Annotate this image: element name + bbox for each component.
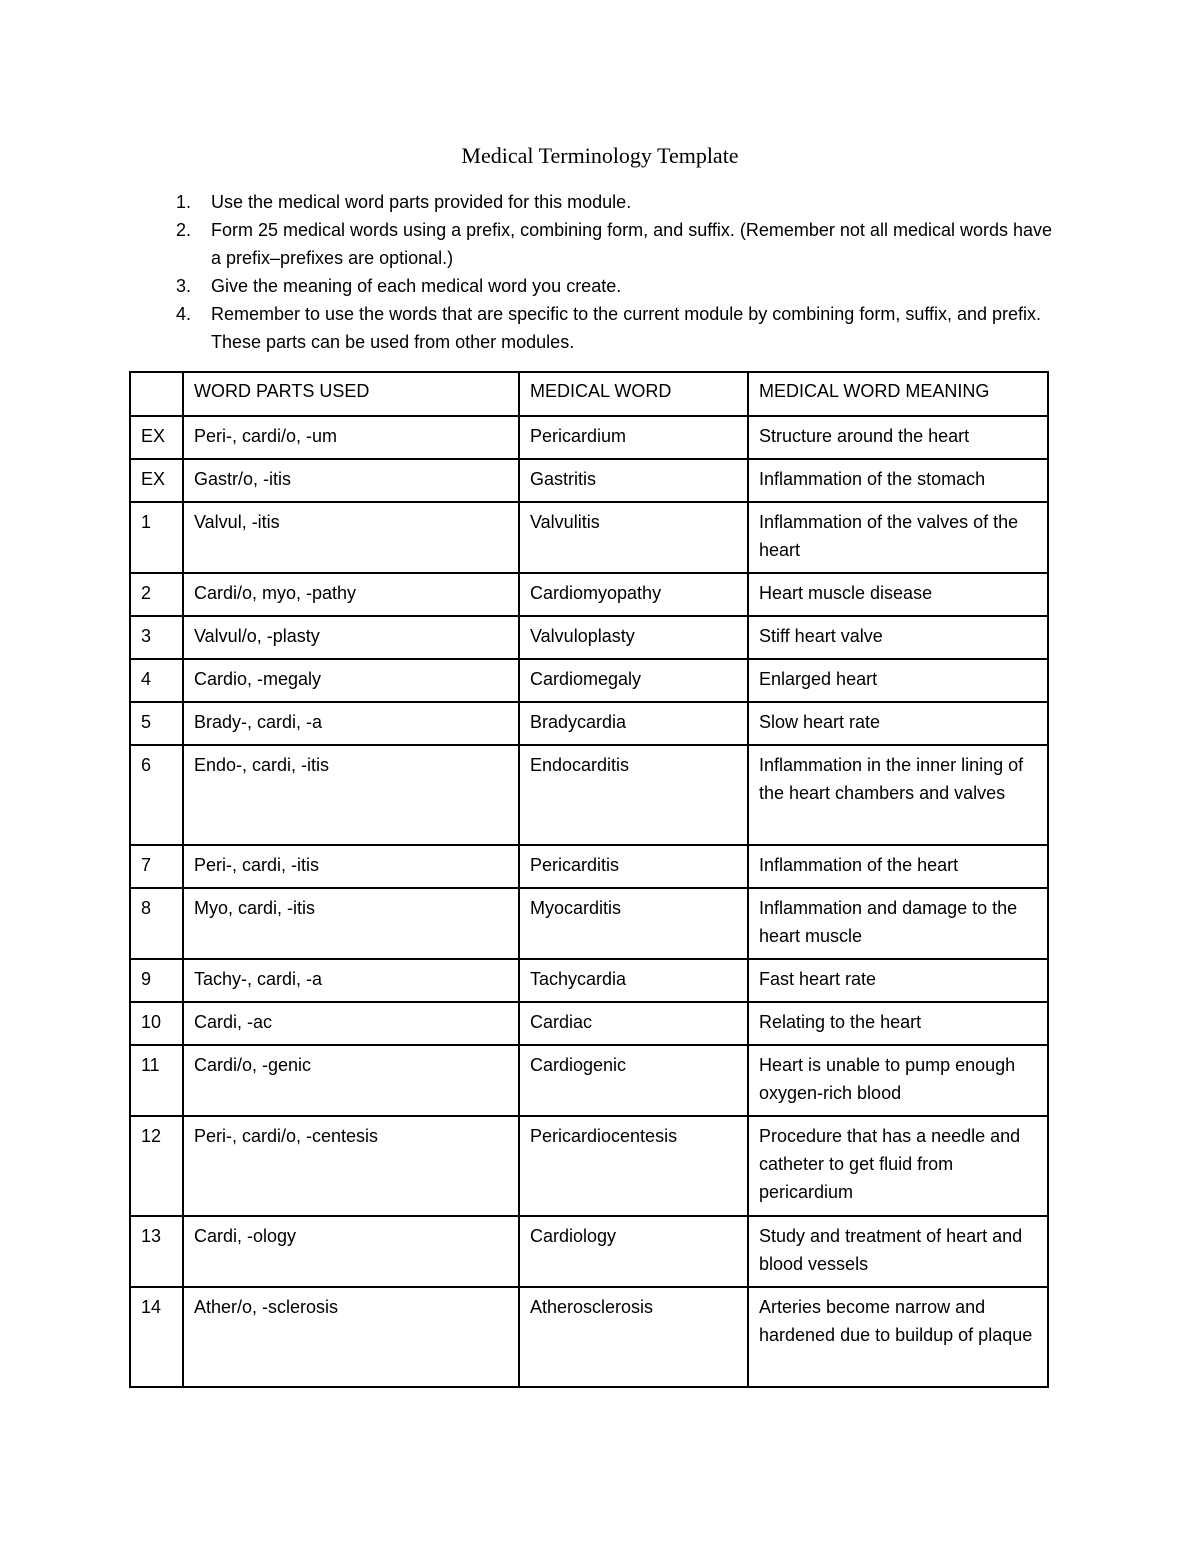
word-parts-cell: Peri-, cardi, -itis [183, 845, 519, 888]
medical-word-cell: Gastritis [519, 459, 748, 502]
instruction-number: 2. [176, 220, 192, 240]
instructions-list [176, 188, 1056, 356]
row-number-cell: 7 [130, 845, 183, 888]
table-row [130, 1216, 1048, 1287]
page-title: Medical Terminology Template [461, 143, 739, 168]
word-parts-cell: Tachy-, cardi, -a [183, 959, 519, 1002]
meaning-cell: Inflammation and damage to the heart muscle [748, 888, 1048, 959]
meaning-cell: Relating to the heart [748, 1002, 1048, 1045]
meaning-cell: Inflammation of the stomach [748, 459, 1048, 502]
table-row [130, 702, 1048, 745]
medical-word-cell: Cardiogenic [519, 1045, 748, 1116]
table-row [130, 1002, 1048, 1045]
word-parts-cell: Cardio, -megaly [183, 659, 519, 702]
table-row [130, 845, 1048, 888]
medical-word-cell: Pericardiocentesis [519, 1116, 748, 1216]
table-row [130, 1116, 1048, 1216]
medical-word-cell: Endocarditis [519, 745, 748, 845]
meaning-cell: Inflammation of the valves of the heart [748, 502, 1048, 573]
row-number-cell: 1 [130, 502, 183, 573]
meaning-cell: Structure around the heart [748, 416, 1048, 459]
row-number-cell: 6 [130, 745, 183, 845]
table-row [130, 573, 1048, 616]
row-number-cell: 2 [130, 573, 183, 616]
word-parts-cell: Valvul, -itis [183, 502, 519, 573]
medical-word-cell: Atherosclerosis [519, 1287, 748, 1387]
word-parts-cell: Brady-, cardi, -a [183, 702, 519, 745]
table-row [130, 416, 1048, 459]
instruction-item [176, 216, 1056, 272]
meaning-cell: Heart muscle disease [748, 573, 1048, 616]
table-row [130, 745, 1048, 845]
medical-word-cell: Bradycardia [519, 702, 748, 745]
meaning-cell: Inflammation in the inner lining of the heart chambers and valves [748, 745, 1048, 845]
row-number-cell: 4 [130, 659, 183, 702]
row-number-cell: EX [130, 459, 183, 502]
instruction-item [176, 188, 1056, 216]
table-row [130, 616, 1048, 659]
medical-word-cell: Pericardium [519, 416, 748, 459]
medical-word-cell: Myocarditis [519, 888, 748, 959]
row-number-cell: 5 [130, 702, 183, 745]
word-parts-cell: Cardi, -ology [183, 1216, 519, 1287]
medical-word-cell: Cardiomegaly [519, 659, 748, 702]
table-row [130, 659, 1048, 702]
row-number-cell: 8 [130, 888, 183, 959]
table-row [130, 459, 1048, 502]
medical-word-cell: Cardiology [519, 1216, 748, 1287]
word-parts-cell: Peri-, cardi/o, -centesis [183, 1116, 519, 1216]
instruction-number: 3. [176, 276, 192, 296]
row-number-cell: EX [130, 416, 183, 459]
header-cell-number [130, 372, 183, 416]
row-number-cell: 3 [130, 616, 183, 659]
table-header-row [130, 372, 1048, 416]
word-parts-cell: Valvul/o, -plasty [183, 616, 519, 659]
word-parts-cell: Cardi/o, myo, -pathy [183, 573, 519, 616]
instruction-number: 4. [176, 304, 192, 324]
header-cell-meaning: MEDICAL WORD MEANING [748, 372, 1048, 416]
row-number-cell: 10 [130, 1002, 183, 1045]
row-number-cell: 11 [130, 1045, 183, 1116]
row-number-cell: 9 [130, 959, 183, 1002]
word-parts-cell: Cardi/o, -genic [183, 1045, 519, 1116]
table-row [130, 888, 1048, 959]
medical-word-cell: Cardiomyopathy [519, 573, 748, 616]
header-cell-word-parts: WORD PARTS USED [183, 372, 519, 416]
instruction-number: 1. [176, 192, 192, 212]
row-number-cell: 14 [130, 1287, 183, 1387]
medical-word-cell: Valvulitis [519, 502, 748, 573]
medical-word-cell: Cardiac [519, 1002, 748, 1045]
word-parts-cell: Peri-, cardi/o, -um [183, 416, 519, 459]
meaning-cell: Enlarged heart [748, 659, 1048, 702]
meaning-cell: Stiff heart valve [748, 616, 1048, 659]
word-parts-cell: Ather/o, -sclerosis [183, 1287, 519, 1387]
word-parts-cell: Endo-, cardi, -itis [183, 745, 519, 845]
table-row [130, 502, 1048, 573]
instruction-text: Give the meaning of each medical word you create. [211, 276, 622, 296]
header-cell-medical-word: MEDICAL WORD [519, 372, 748, 416]
row-number-cell: 13 [130, 1216, 183, 1287]
terminology-table [129, 371, 1049, 1388]
table-row [130, 1287, 1048, 1387]
meaning-cell: Study and treatment of heart and blood vessels [748, 1216, 1048, 1287]
meaning-cell: Fast heart rate [748, 959, 1048, 1002]
meaning-cell: Inflammation of the heart [748, 845, 1048, 888]
medical-word-cell: Valvuloplasty [519, 616, 748, 659]
row-number-cell: 12 [130, 1116, 183, 1216]
instruction-text: Form 25 medical words using a prefix, combining form, and suffix. (Remember not all medical words have a prefix–prefixes are optional.) [211, 220, 1053, 268]
word-parts-cell: Cardi, -ac [183, 1002, 519, 1045]
word-parts-cell: Gastr/o, -itis [183, 459, 519, 502]
word-parts-cell: Myo, cardi, -itis [183, 888, 519, 959]
table-row [130, 959, 1048, 1002]
instruction-item [176, 272, 1056, 300]
meaning-cell: Procedure that has a needle and catheter to get fluid from pericardium [748, 1116, 1048, 1216]
instruction-text: Use the medical word parts provided for this module. [211, 192, 632, 212]
instruction-text: Remember to use the words that are specific to the current module by combining form, suffix, and prefix. These parts can be used from other modules. [211, 304, 1042, 352]
medical-word-cell: Tachycardia [519, 959, 748, 1002]
medical-word-cell: Pericarditis [519, 845, 748, 888]
table-row [130, 1045, 1048, 1116]
meaning-cell: Heart is unable to pump enough oxygen-rich blood [748, 1045, 1048, 1116]
instruction-item [176, 300, 1056, 356]
meaning-cell: Slow heart rate [748, 702, 1048, 745]
meaning-cell: Arteries become narrow and hardened due to buildup of plaque [748, 1287, 1048, 1387]
